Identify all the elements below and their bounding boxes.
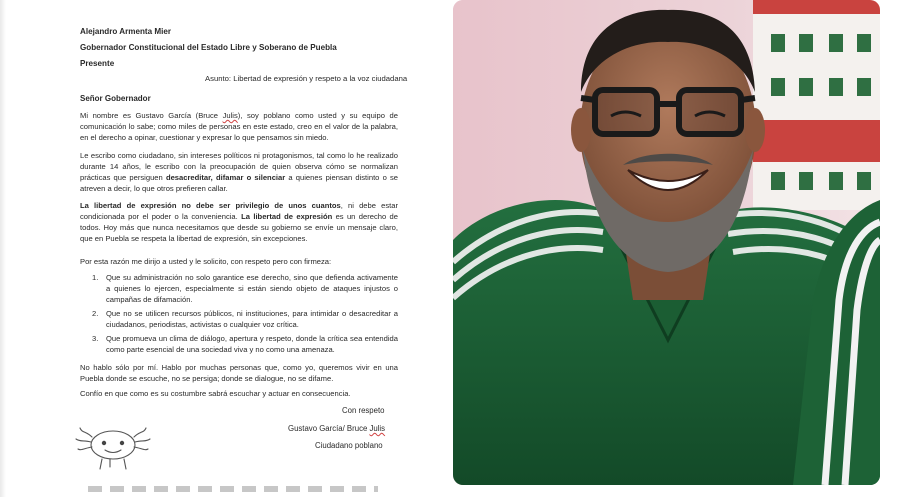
presente-line: Presente xyxy=(80,59,115,68)
recipient-title: Gobernador Constitucional del Estado Libre y Soberano de Puebla xyxy=(80,43,337,52)
list-item: 3. Que promueva un clima de diálogo, apertura y respeto, donde la crítica sea entendida como parte esencial de una sociedad viva y no como una amenaza. xyxy=(92,334,398,354)
subject-line: Asunto: Libertad de expresión y respeto a la voz ciudadana xyxy=(205,74,408,83)
paragraph-4: Por esta razón me dirijo a usted y le solicito, con respeto pero con firmeza: xyxy=(80,257,332,266)
paragraph-5: No hablo sólo por mí. Hablo por muchas personas que, como yo, queremos vivir en una Puebla donde se escuche, no se persiga; donde se dialogue, no se difame. xyxy=(80,363,398,383)
axolotl-drawing-icon xyxy=(72,415,154,475)
list-item: 2. Que no se utilicen recursos públicos, ni instituciones, para intimidar o desacreditar a ciudadanos, periodistas, activistas o cualquier voz crítica. xyxy=(92,309,398,329)
cropped-text-line xyxy=(88,486,378,492)
divider xyxy=(443,0,451,497)
recipient-name: Alejandro Armenta Mier xyxy=(80,27,171,36)
closing: Con respeto xyxy=(342,406,385,415)
author-photo xyxy=(453,0,880,485)
paragraph-3: La libertad de expresión no debe ser privilegio de unos cuantos, ni debe estar condicionada por el poder o la conveniencia. La libertad de expresión es un derecho de todos. Hoy más que nunca necesitamos que desde su gobierno se envíe un mensaje claro, que en Puebla se respeta la libertad de expresión, sin excepciones. xyxy=(80,201,398,243)
request-list xyxy=(80,272,398,358)
signature-title: Ciudadano poblano xyxy=(315,441,383,450)
page-edge xyxy=(0,0,6,497)
list-item: 1. Que su administración no solo garantice ese derecho, sino que defienda activamente a quienes lo ejercen, especialmente si están siendo objeto de ataques injustos o campañas de difamación. xyxy=(92,273,398,304)
paragraph-1: Mi nombre es Gustavo García (Bruce Julis), soy poblano como usted y su equipo de comunicación lo sabe; como miles de personas en este estado, creo en el valor de la palabra, en el derecho a opinar, cuestionar y expresar lo que pensamos sin miedo. xyxy=(80,111,398,142)
signature-name: Gustavo García/ Bruce Julis xyxy=(288,424,386,433)
letter-page xyxy=(0,0,443,497)
portrait-illustration xyxy=(453,0,880,485)
salutation: Señor Gobernador xyxy=(80,94,151,103)
paragraph-2: Le escribo como ciudadano, sin intereses políticos ni protagonismos, tal como lo he realizado durante 14 años, le escribo con la preocupación de quien observa cómo se normalizan prácticas que persiguen desacreditar, difamar o silenciar a quienes piensan distinto o se atreven a decir, lo que otros prefieren callar. xyxy=(80,151,398,193)
paragraph-6: Confío en que como es su costumbre sabrá escuchar y actuar en consecuencia. xyxy=(80,389,351,398)
